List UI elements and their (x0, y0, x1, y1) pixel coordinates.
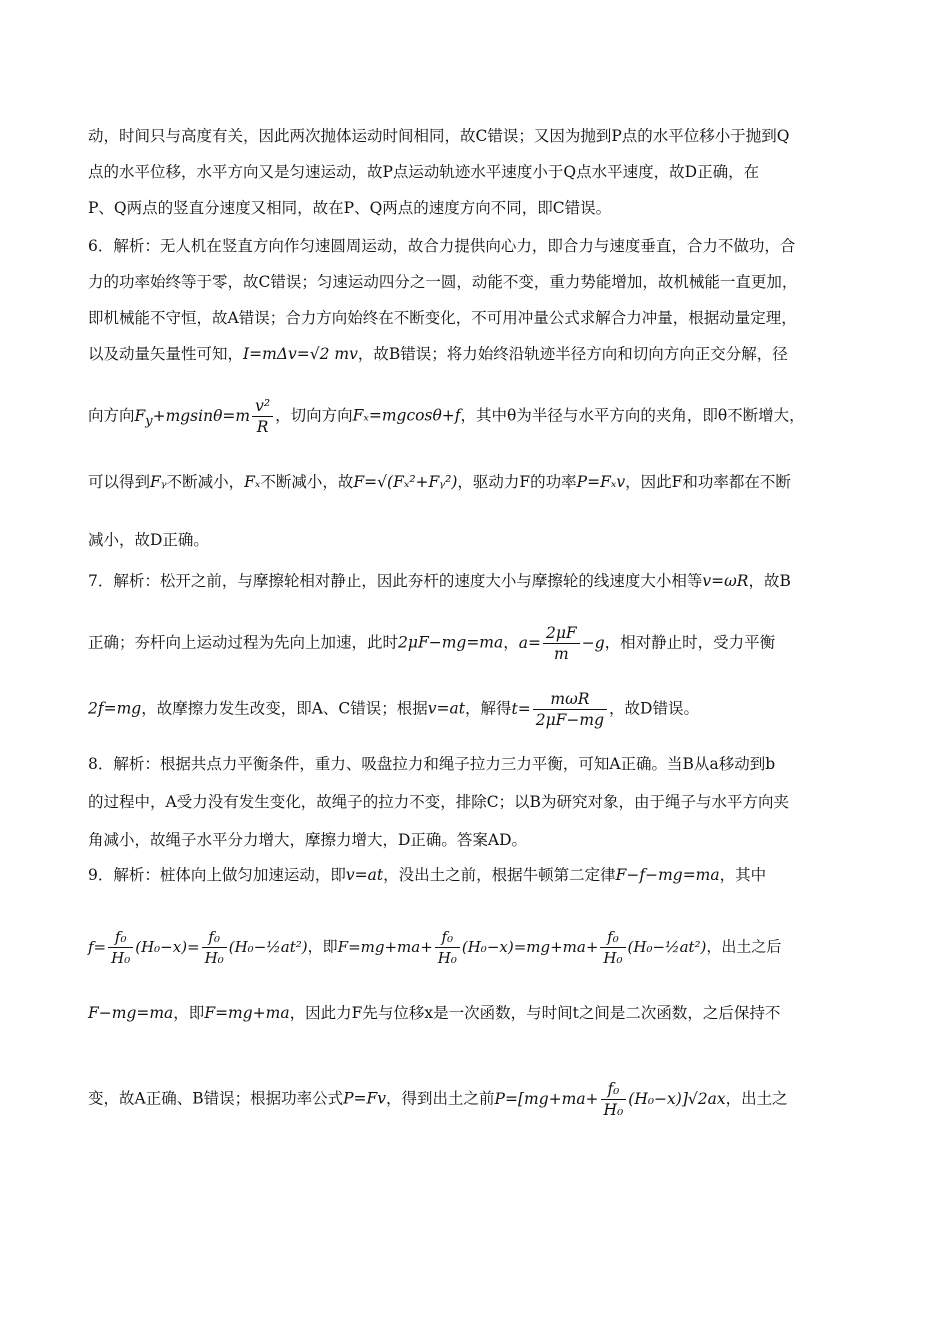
eq-part: (H₀−x)= (135, 937, 200, 956)
text-line (88, 623, 878, 667)
fraction-numerator: f₀ (202, 927, 227, 948)
paragraph-6 (88, 232, 878, 554)
fraction (600, 927, 625, 968)
text-fragment: 7．解析：松开之前，与摩擦轮相对静止，因此夯杆的速度大小与摩擦轮的线速度大小相等 (88, 572, 703, 590)
equation-friction (88, 928, 308, 967)
equation-after: F−mg=ma (88, 1004, 174, 1022)
fraction-denominator: H₀ (437, 949, 457, 967)
text-fragment: ，故B (748, 572, 791, 590)
text-fragment: 9．解析：桩体向上做匀加速运动，即 (88, 866, 346, 884)
fraction-numerator: mωR (533, 689, 607, 710)
eq-part: F (134, 406, 146, 425)
text-fragment: 不断减小， (166, 473, 245, 491)
eq-part: (H₀−½at²) (228, 937, 308, 956)
text-line (88, 689, 878, 733)
fraction-denominator: 2μF−mg (535, 711, 605, 729)
text-fragment: 可以得到 (88, 473, 151, 491)
equation-fy: Fᵧ (150, 473, 167, 491)
text-line (88, 927, 878, 979)
equation-force-after: F=mg+ma (204, 1004, 290, 1022)
equation-resultant: F=√(Fₓ²+Fᵧ²) (353, 473, 458, 491)
text-fragment: ，因此力F先与位移x是一次函数，与时间t之间是二次函数，之后保持不 (289, 1004, 781, 1022)
equation-power-before (494, 1080, 726, 1119)
fraction-denominator: R (256, 418, 269, 436)
text-fragment: 变，故A正确、B错误；根据功率公式 (88, 1089, 344, 1108)
text-fragment: ，切向方向 (275, 406, 353, 425)
text-line (88, 1079, 878, 1129)
text-line (88, 396, 878, 446)
fraction-numerator: f₀ (601, 1079, 627, 1100)
fraction-numerator: v² (252, 396, 273, 417)
text-line: 的过程中，A受力没有发生变化，故绳子的拉力不变，排除C；以B为研究对象，由于绳子与水平方向夹 (88, 793, 789, 811)
eq-part: f= (88, 937, 107, 956)
eq-part: +mgsinθ=m (152, 406, 251, 425)
text-fragment: ，得到出土之前 (386, 1089, 495, 1108)
text-line: 动，时间只与高度有关，因此两次抛体运动时间相同，故C错误；又因为抛到P点的水平位移小于抛到Q (88, 127, 790, 145)
eq-part: a= (518, 633, 541, 652)
text-fragment: ， (503, 633, 519, 652)
eq-part: P=[mg+ma+ (494, 1089, 599, 1108)
fraction (543, 623, 580, 664)
text-fragment: ，驱动力F的功率 (457, 473, 577, 491)
paragraph-9 (88, 861, 878, 1129)
paragraph-7 (88, 567, 878, 733)
equation-velocity-time: v=at (427, 699, 465, 718)
text-line (88, 468, 878, 496)
equation-newton: 2μF−mg=ma (398, 633, 504, 652)
text-fragment: ，没出土之前，根据牛顿第二定律 (383, 866, 616, 884)
text-line: 减小，故D正确。 (88, 531, 209, 549)
fraction (108, 927, 133, 968)
equation-power: P=Fv (343, 1089, 387, 1108)
fraction (435, 927, 460, 968)
text-fragment: 以及动量矢量性可知， (88, 345, 244, 363)
fraction (533, 689, 607, 730)
text-fragment: ，其中 (719, 866, 767, 884)
text-line (88, 567, 878, 595)
text-fragment: 向方向 (88, 406, 135, 425)
paragraph-8 (88, 750, 878, 854)
equation-power: P=Fₓv (576, 473, 626, 491)
fraction-denominator: m (554, 645, 569, 663)
text-line: 角减小，故绳子水平分力增大，摩擦力增大，D正确。答案AD。 (88, 831, 528, 849)
fraction-numerator: 2μF (543, 623, 580, 644)
text-fragment: ，出土之后 (706, 937, 782, 956)
eq-part: (H₀−x)=mg+ma+ (461, 937, 599, 956)
fraction-denominator: H₀ (111, 949, 131, 967)
eq-part: (H₀−x)]√2ax (628, 1089, 726, 1108)
fraction-denominator: H₀ (204, 949, 224, 967)
fraction (601, 1079, 627, 1120)
fraction (252, 396, 273, 437)
fraction-numerator: f₀ (108, 927, 133, 948)
equation-fx: Fₓ (244, 473, 261, 491)
text-fragment: ，故D错误。 (609, 699, 699, 718)
eq-part: (H₀−½at²) (627, 937, 707, 956)
text-fragment: ，故摩擦力发生改变，即A、C错误；根据 (141, 699, 428, 718)
paragraph-5 (88, 122, 878, 222)
equation-radial (134, 397, 276, 436)
text-fragment: ，故B错误；将力始终沿轨迹半径方向和切向方向正交分解，径 (357, 345, 788, 363)
text-fragment: ，即 (307, 937, 338, 956)
eq-part: t= (511, 699, 531, 718)
text-line: 力的功率始终等于零，故C错误；匀速运动四分之一圆，动能不变，重力势能增加，故机械能一直更加， (88, 273, 798, 291)
text-line (88, 861, 878, 889)
text-fragment: ，其中θ为半径与水平方向的夹角，即θ不断增大， (460, 406, 805, 425)
text-line (88, 999, 878, 1027)
equation-balance: 2f=mg (88, 699, 142, 718)
text-fragment: ，相对静止时，受力平衡 (604, 633, 776, 652)
equation-force (337, 928, 707, 967)
equation-velocity: v=ωR (702, 572, 749, 590)
text-fragment: ，解得 (465, 699, 512, 718)
text-fragment: ，因此F和功率都在不断 (625, 473, 791, 491)
fraction (202, 927, 227, 968)
fraction-numerator: f₀ (435, 927, 460, 948)
fraction-numerator: f₀ (600, 927, 625, 948)
fraction-denominator: H₀ (603, 949, 623, 967)
equation-impulse: I=mΔv=√2 mv (243, 345, 358, 363)
fraction-denominator: H₀ (603, 1101, 624, 1119)
text-fragment: ，即 (173, 1004, 205, 1022)
text-line (88, 340, 878, 368)
equation-tangential: Fₓ=mgcosθ+f (352, 406, 461, 425)
text-fragment: 不断减小，故 (260, 473, 354, 491)
text-line: P、Q两点的竖直分速度又相同，故在P、Q两点的速度方向不同，即C错误。 (88, 199, 612, 217)
text-fragment: ，出土之 (725, 1089, 788, 1108)
eq-part: −g (581, 633, 605, 652)
text-line: 6．解析：无人机在竖直方向作匀速圆周运动，故合力提供向心力，即合力与速度垂直，合力不做功，合 (88, 237, 796, 255)
text-line: 即机械能不守恒，故A错误；合力方向始终在不断变化，不可用冲量公式求解合力冲量，根据动量定理， (88, 309, 797, 327)
text-line: 点的水平位移，水平方向又是匀速运动，故P点运动轨迹水平速度小于Q点水平速度，故D正确，在 (88, 163, 760, 181)
text-fragment: 正确；夯杆向上运动过程为先向上加速，此时 (88, 633, 399, 652)
eq-part: y (145, 413, 153, 429)
text-line: 8．解析：根据共点力平衡条件，重力、吸盘拉力和绳子拉力三力平衡，可知A正确。当B从a移动到b (88, 755, 776, 773)
eq-part: F=mg+ma+ (337, 937, 433, 956)
equation-newton: F−f−mg=ma (615, 866, 720, 884)
equation-velocity: v=at (345, 866, 384, 884)
